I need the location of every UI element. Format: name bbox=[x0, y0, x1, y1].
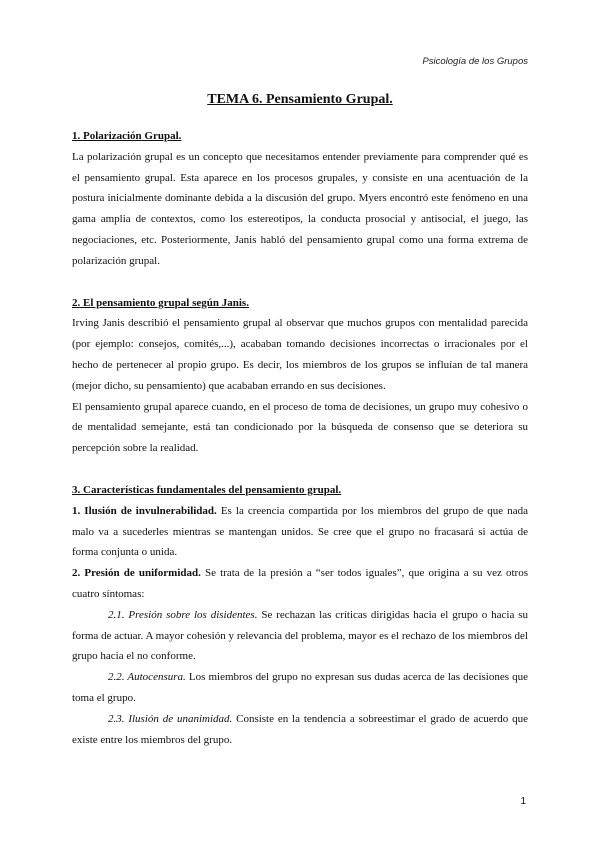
subitem-2-3-lead: 2.3. Ilusión de unanimidad. bbox=[108, 712, 233, 725]
subitem-2-1-lead: 2.1. Presión sobre los disidentes. bbox=[108, 608, 258, 621]
document-title: TEMA 6. Pensamiento Grupal. bbox=[207, 92, 393, 107]
subitem-2-2-lead: 2.2. Autocensura. bbox=[108, 671, 186, 684]
item-2 bbox=[72, 563, 528, 605]
spacer bbox=[72, 272, 528, 293]
item-1 bbox=[72, 501, 528, 563]
subitem-2-3 bbox=[72, 709, 528, 751]
item-1-text: Es la creencia compartida por los miembros del grupo de que nada malo va a sucederles mientras se mantengan unidos. Se cree que el grupo no fracasará si actúa de forma conjunta o unida. bbox=[72, 504, 528, 559]
running-header: Psicología de los Grupos bbox=[422, 56, 528, 67]
subitem-2-2-text: Los miembros del grupo no expresan sus dudas acerca de las decisiones que toma el grupo. bbox=[72, 671, 528, 704]
subitem-2-2 bbox=[72, 667, 528, 709]
section-3-heading: 3. Características fundamentales del pensamiento grupal. bbox=[72, 483, 342, 496]
section-2-paragraph-2: El pensamiento grupal aparece cuando, en el proceso de toma de decisiones, un grupo muy cohesivo o de mentalidad semejante, está tan condicionado por la búsqueda de consenso que se deteriora su percepción sobre la realidad. bbox=[72, 400, 528, 455]
item-2-text: Se trata de la presión a “ser todos iguales”, que origina a su vez otros cuatro síntomas: bbox=[72, 567, 528, 600]
subitem-2-1 bbox=[72, 605, 528, 667]
section-1-paragraph: La polarización grupal es un concepto que necesitamos entender previamente para comprender qué es el pensamiento grupal. Esta aparece en los procesos grupales, y consiste en una acentuación de la postura inicialmente dominante debida a la discusión del grupo. Myers encontró este fenómeno en una gama amplia de contextos, como los estereotipos, la conducta prosocial y antisocial, el juego, las negociaciones, etc. Posteriormente, Janis habló del pensamiento grupal como una forma extrema de polarización grupal. bbox=[72, 150, 528, 267]
spacer bbox=[72, 459, 528, 480]
item-1-lead: 1. Ilusión de invulnerabilidad. bbox=[72, 504, 217, 517]
subitem-2-3-text: Consiste en la tendencia a sobreestimar el grado de acuerdo que existe entre los miembros del grupo. bbox=[72, 712, 528, 746]
page-number: 1 bbox=[520, 796, 526, 807]
section-2-heading: 2. El pensamiento grupal según Janis. bbox=[72, 296, 249, 309]
document-body bbox=[72, 126, 528, 750]
subitem-2-1-text: Se rechazan las críticas dirigidas hacia el grupo o hacia su forma de actuar. A mayor cohesión y relevancia del problema, mayor es el rechazo de los miembros del grupo hacia el no conforme. bbox=[72, 608, 528, 663]
item-2-lead: 2. Presión de uniformidad. bbox=[72, 567, 201, 580]
section-2-paragraph-1: Irving Janis describió el pensamiento grupal al observar que muchos grupos con mentalidad parecida (por ejemplo: consejos, comités,...), acababan tomando decisiones incorrectas o irracionales por el hecho de pertenecer al propio grupo. Es decir, los miembros de los grupos se influían de tal manera (mejor dicho, su pensamiento) que acababan errando en sus decisiones. bbox=[72, 317, 528, 392]
section-1-heading: 1. Polarización Grupal. bbox=[72, 130, 182, 142]
